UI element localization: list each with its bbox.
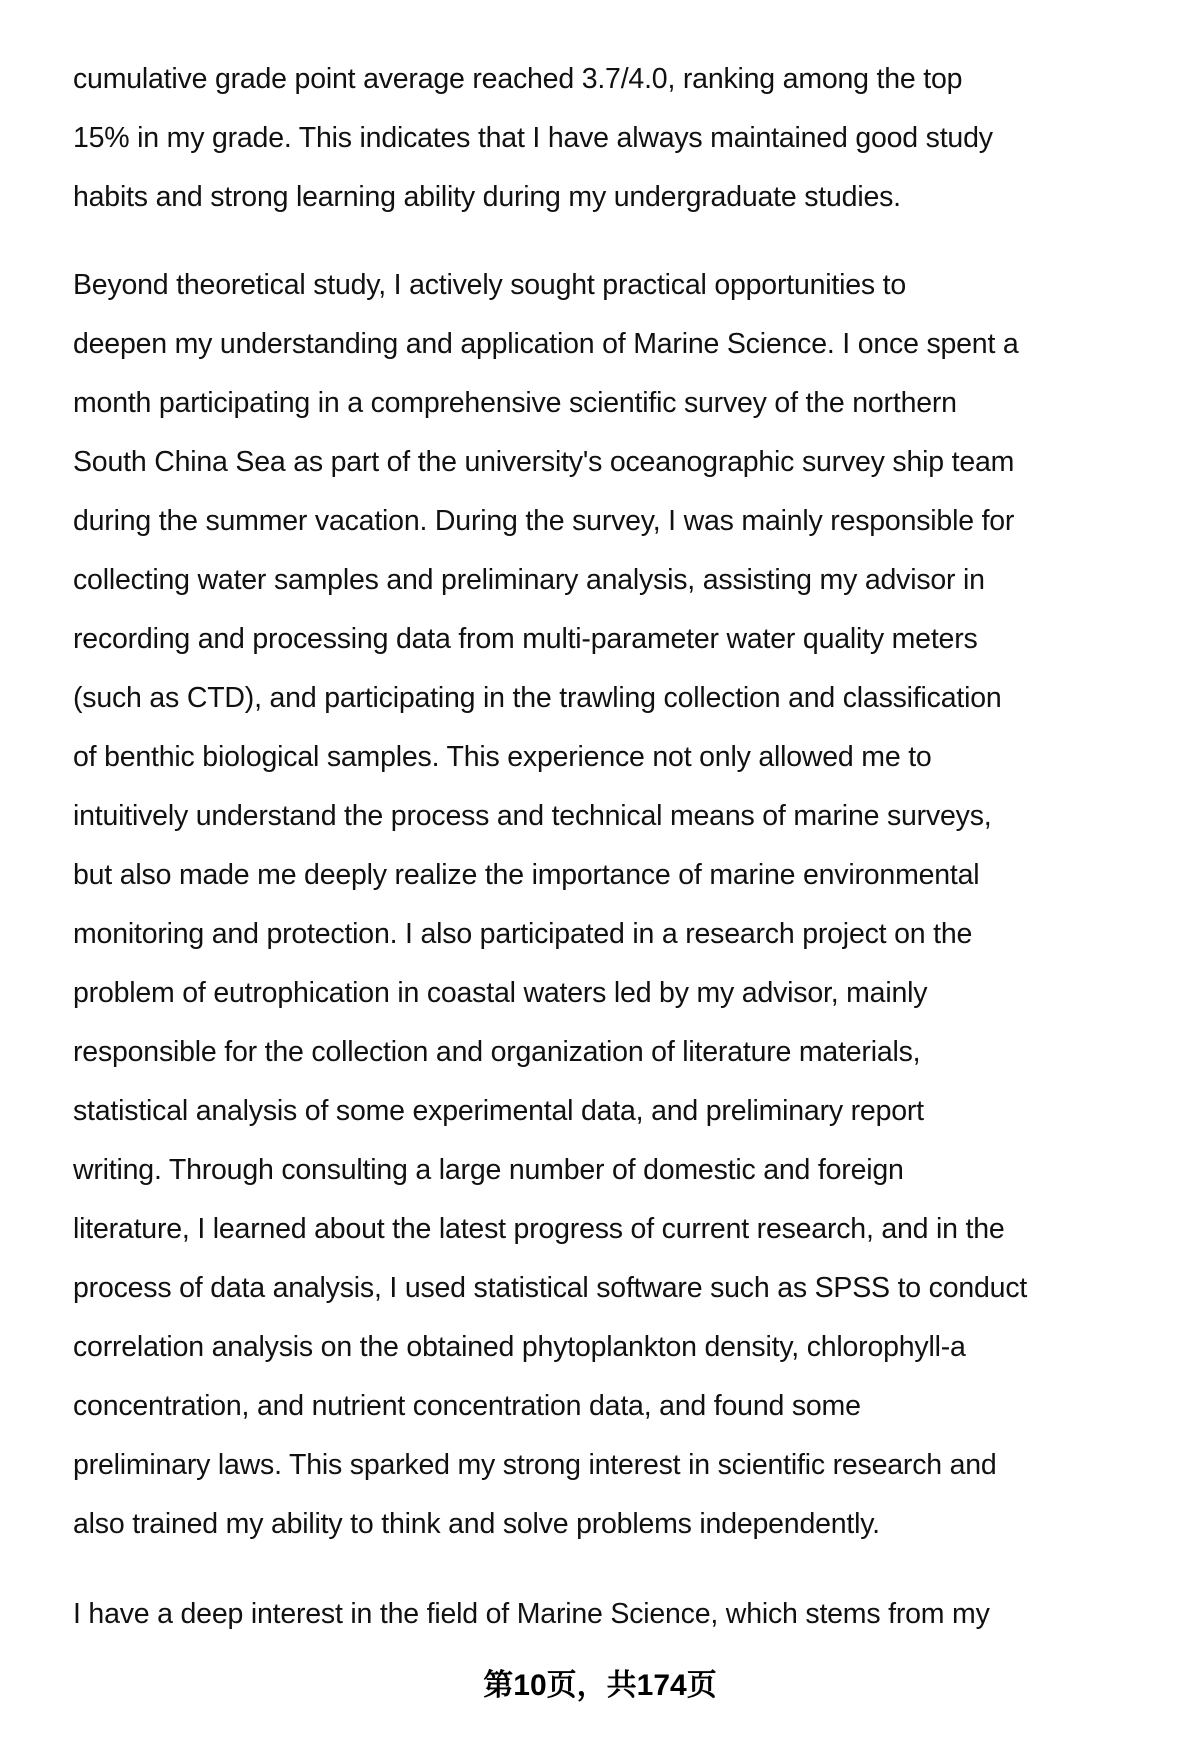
page-number: 第10页，共174页 <box>483 1669 717 1702</box>
text-line: also trained my ability to think and solve problems independently. <box>73 1508 880 1540</box>
text-line: recording and processing data from multi-parameter water quality meters <box>73 623 978 655</box>
text-line: deepen my understanding and application of Marine Science. I once spent a <box>73 328 1019 360</box>
text-line: I have a deep interest in the field of Marine Science, which stems from my <box>73 1598 990 1630</box>
text-line: but also made me deeply realize the importance of marine environmental <box>73 859 980 891</box>
text-line: 15% in my grade. This indicates that I have always maintained good study <box>73 122 993 154</box>
text-line: of benthic biological samples. This experience not only allowed me to <box>73 741 932 773</box>
text-line: Beyond theoretical study, I actively sought practical opportunities to <box>73 269 907 301</box>
text-line: during the summer vacation. During the survey, I was mainly responsible for <box>73 505 1015 537</box>
text-line: intuitively understand the process and technical means of marine surveys, <box>73 800 992 832</box>
text-line: South China Sea as part of the university's oceanographic survey ship team <box>73 446 1015 478</box>
text-line: (such as CTD), and participating in the trawling collection and classification <box>73 682 1002 714</box>
text-line: month participating in a comprehensive scientific survey of the northern <box>73 387 957 419</box>
text-line: literature, I learned about the latest progress of current research, and in the <box>73 1213 1005 1245</box>
text-line: concentration, and nutrient concentration data, and found some <box>73 1390 861 1422</box>
text-line: statistical analysis of some experimental data, and preliminary report <box>73 1095 924 1127</box>
text-line: collecting water samples and preliminary analysis, assisting my advisor in <box>73 564 985 596</box>
text-line: monitoring and protection. I also participated in a research project on the <box>73 918 973 950</box>
text-line: correlation analysis on the obtained phytoplankton density, chlorophyll-a <box>73 1331 966 1363</box>
text-line: habits and strong learning ability during my undergraduate studies. <box>73 181 901 213</box>
text-line: responsible for the collection and organization of literature materials, <box>73 1036 921 1068</box>
text-line: preliminary laws. This sparked my strong interest in scientific research and <box>73 1449 997 1481</box>
text-line: cumulative grade point average reached 3.7/4.0, ranking among the top <box>73 63 963 95</box>
text-line: process of data analysis, I used statistical software such as SPSS to conduct <box>73 1272 1028 1304</box>
text-line: problem of eutrophication in coastal waters led by my advisor, mainly <box>73 977 928 1009</box>
text-line: writing. Through consulting a large number of domestic and foreign <box>73 1154 904 1186</box>
